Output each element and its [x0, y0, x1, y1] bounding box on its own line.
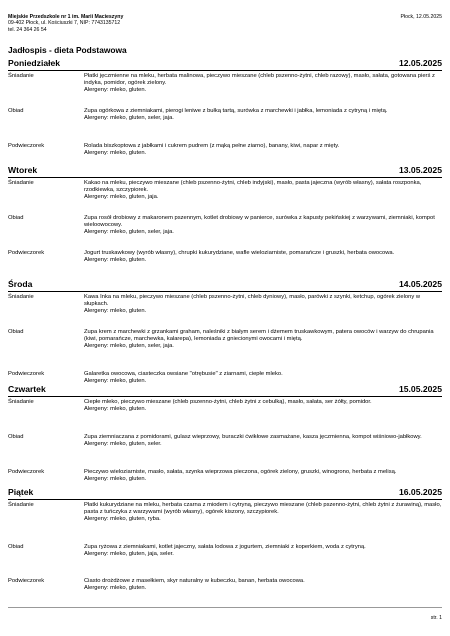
page-number: str. 1 [430, 615, 442, 621]
day-name: Środa [8, 279, 33, 289]
meal-type: Śniadanie [8, 73, 34, 79]
meal-allergens: Alergeny: mleko, gluten. [84, 476, 147, 482]
meal-type: Podwieczorek [8, 371, 45, 377]
day-date: 14.05.2025 [398, 279, 442, 289]
meal-text: Zupa ryżowa z ziemniakami, kotlet jajeczny, sałata lodowa z jogurtem, ziemniaki z koperkiem, woda z cytryną. [84, 544, 366, 550]
day-section-thursday [8, 383, 442, 482]
school-phone: tel. 24 364 26 54 [8, 26, 47, 33]
meal-allergens: Alergeny: mleko, gluten. [84, 150, 147, 156]
day-section-tuesday [8, 164, 442, 263]
meal-description [84, 180, 442, 201]
meal-allergens: Alergeny: mleko, gluten, jaja, seler. [84, 551, 174, 557]
meal-description [84, 250, 442, 264]
meal-description [84, 329, 442, 350]
meal-description [84, 399, 442, 413]
meal-allergens: Alergeny: mleko, gluten, ryba. [84, 516, 161, 522]
meal-allergens: Alergeny: mleko, gluten. [84, 308, 147, 314]
day-date: 12.05.2025 [398, 58, 442, 68]
meal-allergens: Alergeny: mleko, gluten. [84, 378, 147, 384]
meal-allergens: Alergeny: mleko, gluten, seler, jaja. [84, 115, 174, 121]
meal-allergens: Alergeny: mleko, gluten. [84, 406, 147, 412]
meal-text: Kakao na mleku, pieczywo mieszane (chleb pszenno-żytni, chleb indyjski), masło, pasta jajeczna (wyrób własny), sałata roszponka, rzodkiewka, szczypiorek. [84, 180, 422, 193]
day-header [8, 383, 442, 397]
day-name: Piątek [8, 487, 34, 497]
meal-type: Śniadanie [8, 180, 34, 186]
meal-text: Ciepłe mleko, pieczywo mieszane (chleb pszenno-żytni, chleb żytni z cebulką), masło, sałata, ser żółty, pomidor. [84, 399, 372, 405]
meal-description [84, 578, 442, 592]
meal-type: Śniadanie [8, 502, 34, 508]
meal-type: Podwieczorek [8, 469, 45, 475]
day-name: Czwartek [8, 384, 46, 394]
meal-description [84, 502, 442, 523]
meal-description [84, 469, 442, 483]
day-date: 16.05.2025 [398, 487, 442, 497]
meal-description [84, 143, 442, 157]
meal-type: Obiad [8, 329, 24, 335]
meal-type: Podwieczorek [8, 143, 45, 149]
meal-description [84, 215, 442, 236]
footer-divider [8, 607, 442, 608]
meal-type: Śniadanie [8, 294, 34, 300]
meal-allergens: Alergeny: mleko, gluten, jaja. [84, 194, 159, 200]
meal-description [84, 544, 442, 558]
meal-type: Podwieczorek [8, 578, 45, 584]
day-header [8, 278, 442, 292]
meal-allergens: Alergeny: mleko, gluten, seler, jaja. [84, 343, 174, 349]
meal-text: Płatki jęczmienne na mleku, herbata malinowa, pieczywo mieszane (chleb pszenno-żytni, chleb razowy), masło, sałata, gotowana pierś z indyka, pomidor, ogórek zielony. [84, 73, 435, 86]
meal-type: Obiad [8, 215, 24, 221]
meal-type: Obiad [8, 108, 24, 114]
school-address: 09-402 Płock, ul. Kościuszki 7, NIP: 7743135712 [8, 20, 121, 27]
meal-text: Pieczywo wieloziarniste, masło, sałata, szynka wieprzowa pieczona, ogórek zielony, gruszki, winogrono, herbata z melisą. [84, 469, 397, 475]
place-date: Płock, 12.05.2025 [400, 14, 442, 20]
meal-text: Kawa Inka na mleku, pieczywo mieszane (chleb pszenno-żytni, chleb dyniowy), masło, parówki z szynki, ketchup, ogórek zielony w słupkach. [84, 294, 421, 307]
day-date: 13.05.2025 [398, 165, 442, 175]
day-name: Wtorek [8, 165, 38, 175]
day-header [8, 57, 442, 71]
day-name: Poniedziałek [8, 58, 61, 68]
day-header [8, 486, 442, 500]
meal-text: Zupa ogórkowa z ziemniakami, pierogi leniwe z bułką tartą, surówka z marchewki i jabłka, lemoniada z cytryną i miętą. [84, 108, 388, 114]
meal-description [84, 294, 442, 315]
meal-text: Zupa rosół drobiowy z makaronem pszennym, kotlet drobiowy w panierce, surówka z kapusty pekińskiej z warzywami, ziemniaki, kompot wieloowocowy. [84, 215, 435, 228]
meal-type: Śniadanie [8, 399, 34, 405]
meal-allergens: Alergeny: mleko, gluten. [84, 585, 147, 591]
meal-description [84, 108, 442, 122]
meal-text: Zupa krem z marchewki z grzankami graham, naleśniki z białym serem i dżemem truskawkowym, patera owoców i warzyw do chrupania (kiwi, pomarańcze, marchewka, kalarepa), lemoniada z gniecionymi owocami i miętą. [84, 329, 434, 342]
meal-description [84, 73, 442, 94]
day-section-friday [8, 486, 442, 591]
day-section-monday [8, 57, 442, 156]
meal-type: Obiad [8, 434, 24, 440]
day-section-wednesday [8, 278, 442, 384]
meal-text: Galaretka owocowa, ciasteczka owsiane "otrębusie" z ziarnami, ciepłe mleko. [84, 371, 283, 377]
school-info [8, 14, 123, 33]
meal-text: Jogurt truskawkowy (wyrób własny), chrupki kukurydziane, wafle wieloziarniste, pomarańcze i gruszki, herbata owocowa. [84, 250, 395, 256]
meal-allergens: Alergeny: mleko, gluten. [84, 257, 147, 263]
day-header [8, 164, 442, 178]
meal-text: Płatki kukurydziane na mleku, herbata czarna z miodem i cytryną, pieczywo mieszane (chleb pszenno-żytni, chleb żytni z żurawiną), masło, pasta z tuńczyka z warzywami (wyrób własny), ogórek kiszony, szczypiorek. [84, 502, 442, 515]
document-title: Jadłospis - dieta Podstawowa [8, 45, 127, 55]
meal-text: Rolada biszkoptowa z jabłkami i cukrem pudrem (z mąką pełne ziarno), banany, kiwi, napar z mięty. [84, 143, 340, 149]
day-date: 15.05.2025 [398, 384, 442, 394]
meal-type: Podwieczorek [8, 250, 45, 256]
meal-text: Zupa ziemniaczana z pomidorami, gulasz wieprzowy, buraczki ćwikłowe zasmażane, kasza jęczmienna, kompot wiśniowo-jabłkowy. [84, 434, 422, 440]
school-name: Miejskie Przedszkole nr 1 im. Marii Macieszyny [8, 14, 124, 20]
meal-allergens: Alergeny: mleko, gluten. [84, 87, 147, 93]
meal-allergens: Alergeny: mleko, gluten, seler. [84, 441, 162, 447]
meal-allergens: Alergeny: mleko, gluten, seler, jaja. [84, 229, 174, 235]
meal-text: Ciasto drożdżowe z masełkiem, skyr naturalny w kubeczku, banan, herbata owocowa. [84, 578, 305, 584]
meal-description [84, 434, 442, 448]
meal-type: Obiad [8, 544, 24, 550]
